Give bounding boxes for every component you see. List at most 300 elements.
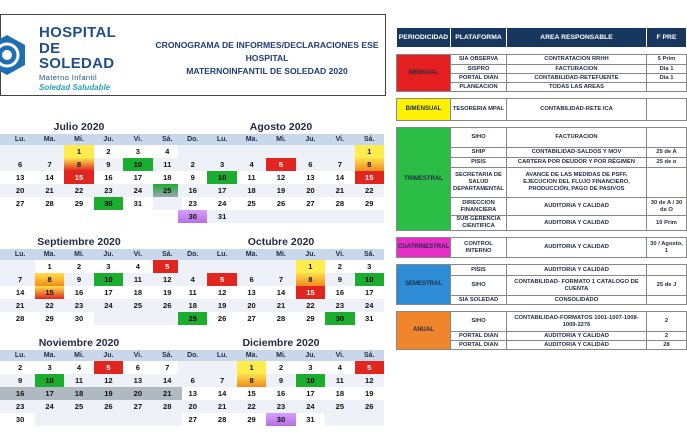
calendar-day: 2	[76, 262, 82, 271]
area-cell: CONTABILIDAD-FORMATOS 1001-1007-1008-1009-2276	[507, 312, 647, 332]
calendar-month	[0, 336, 182, 426]
date-cell	[647, 99, 687, 121]
platform-cell: SHIP	[451, 148, 507, 158]
calendar-day: 16	[335, 288, 345, 297]
schedule-header-row	[397, 28, 687, 48]
calendar-day: 23	[188, 199, 197, 208]
calendar-day: 17	[207, 184, 236, 197]
schedule-table	[396, 27, 687, 350]
table-row	[397, 55, 687, 65]
weekday-header: Ju.	[94, 134, 123, 145]
calendar-month	[178, 336, 384, 426]
calendar-day: 16	[178, 184, 207, 197]
calendar-day: 24	[94, 299, 123, 312]
calendar-grid	[178, 134, 384, 223]
calendar-day	[178, 361, 207, 374]
weekday-header: Ju.	[94, 249, 123, 260]
date-cell: 2	[647, 332, 687, 341]
calendar-day: 18	[178, 299, 207, 312]
weekday-header: Do.	[178, 134, 207, 145]
calendar-day	[296, 210, 325, 223]
calendar-month	[178, 120, 384, 223]
period-cell: CUATRIMESTRAL	[397, 238, 451, 258]
calendar-day: 20	[5, 184, 34, 197]
calendar-day: 25	[123, 299, 152, 312]
calendar-day: 4	[135, 262, 140, 271]
calendar-day	[237, 260, 266, 273]
calendar-day: 17	[365, 288, 374, 297]
platform-cell: DIRECCION FINANCIERA	[451, 198, 507, 216]
date-cell	[647, 128, 687, 148]
calendar-day: 9	[5, 374, 34, 387]
weekday-header: Do.	[178, 350, 207, 361]
calendar-day: 16	[276, 389, 286, 398]
calendar-day: 24	[296, 400, 325, 413]
calendar-day: 18	[163, 173, 172, 182]
area-cell: CONTABILIDAD-RETE ICA	[507, 99, 647, 121]
weekday-header: Vi.	[325, 249, 354, 260]
calendar-day: 25	[325, 400, 354, 413]
weekday-header: Vi.	[123, 249, 152, 260]
calendar-day	[237, 145, 266, 158]
calendar-day: 27	[123, 400, 152, 413]
area-cell: AUDITORIA Y CALIDAD	[507, 332, 647, 341]
calendar-day: 8	[237, 374, 266, 387]
weekday-header: Ju.	[296, 350, 325, 361]
weekday-header: Ma.	[237, 249, 266, 260]
calendar-day: 23	[325, 299, 354, 312]
calendar-day: 24	[123, 184, 152, 197]
platform-cell: TESORERIA MPAL	[451, 99, 507, 121]
weekday-header: Sá.	[153, 134, 182, 145]
calendar-day: 26	[276, 199, 286, 208]
title-line2: MATERNOINFANTIL DE SOLEDAD 2020	[186, 66, 348, 76]
calendar-day: 17	[104, 288, 113, 297]
calendar-day	[237, 210, 266, 223]
period-cell: TRIMESTRAL	[397, 128, 451, 231]
calendar-day: 2	[106, 147, 111, 156]
weekday-header: Lu.	[5, 134, 34, 145]
date-cell: Dia 1	[647, 65, 687, 74]
calendar-day: 30	[266, 413, 295, 426]
table-row	[397, 265, 687, 276]
calendar-day	[266, 145, 295, 158]
date-cell: 5 Prim	[647, 55, 687, 65]
weekday-header: Lu.	[207, 350, 236, 361]
calendar-day: 9	[266, 374, 295, 387]
calendar-day: 6	[135, 363, 140, 372]
table-row	[397, 128, 687, 148]
calendar-day: 20	[237, 299, 266, 312]
calendar-day: 1	[64, 145, 93, 158]
calendar-title: Diciembre 2020	[242, 337, 320, 349]
calendar-day	[5, 145, 34, 158]
calendar-day: 26	[217, 314, 227, 323]
calendar-day: 29	[306, 314, 315, 323]
calendar-day: 15	[64, 171, 93, 184]
calendar-day: 20	[123, 387, 152, 400]
calendar-grid	[0, 350, 182, 426]
area-cell: CONTABILIDAD- FORMATO 1 CATALOGO DE CUENTA	[507, 276, 647, 296]
calendar-day: 28	[45, 199, 54, 208]
calendar-day	[207, 260, 236, 273]
platform-cell: PORTAL DIAN	[451, 74, 507, 83]
calendar-day: 7	[165, 363, 170, 372]
calendar-grid	[0, 134, 182, 210]
calendar-day: 15	[355, 171, 384, 184]
calendar-day: 11	[64, 374, 93, 387]
calendar-day: 25	[64, 400, 93, 413]
calendar-day: 8	[64, 158, 93, 171]
platform-cell: SIHO	[451, 276, 507, 296]
calendar-day: 9	[64, 273, 93, 286]
calendar-day: 14	[217, 389, 227, 398]
calendar-day: 7	[207, 374, 236, 387]
calendar-day: 10	[296, 374, 325, 387]
weekday-header: Lu.	[5, 249, 34, 260]
area-cell: AUDITORIA Y CALIDAD	[507, 216, 647, 231]
weekday-header: Sá.	[355, 350, 384, 361]
calendar-month	[0, 120, 182, 210]
weekday-header: Lu.	[5, 350, 34, 361]
calendar-title: Septiembre 2020	[37, 236, 121, 248]
calendar-day	[94, 312, 123, 325]
hospital-logo-icon	[0, 33, 27, 77]
calendar-title: Noviembre 2020	[38, 337, 120, 349]
calendar-day: 3	[207, 158, 236, 171]
calendar-day: 29	[45, 314, 54, 323]
calendar-day: 1	[47, 262, 52, 271]
calendar-day: 25	[153, 184, 182, 197]
calendar-month	[0, 235, 182, 325]
calendar-day: 6	[237, 273, 266, 286]
weekday-header: Lu.	[207, 134, 236, 145]
calendar-day: 19	[207, 299, 236, 312]
calendar-day: 16	[74, 288, 84, 297]
calendar-day: 3	[308, 363, 313, 372]
calendar-day	[5, 260, 34, 273]
platform-cell: SECRETARIA DE SALUD DEPARTAMENTAL	[451, 168, 507, 198]
platform-cell: PLANEACION	[451, 83, 507, 92]
calendar-day: 11	[325, 374, 354, 387]
weekday-header: Mi.	[266, 249, 295, 260]
calendar-day: 20	[296, 184, 325, 197]
calendar-grid	[178, 350, 384, 426]
platform-cell: SISPRO	[451, 65, 507, 74]
calendar-day: 11	[247, 173, 256, 182]
calendar-day: 24	[217, 199, 227, 208]
calendar-day: 29	[247, 415, 256, 424]
calendar-day: 22	[35, 299, 64, 312]
calendar-day: 3	[367, 262, 372, 271]
area-cell: CARTERA POR DEUDOR Y POR RÉGIMEN	[507, 158, 647, 168]
calendar-day	[325, 413, 354, 426]
date-cell	[647, 168, 687, 198]
calendar-day	[178, 145, 207, 158]
calendar-day: 25	[178, 312, 207, 325]
platform-cell: CONTROL INTERNO	[451, 238, 507, 258]
calendar-day: 6	[178, 374, 207, 387]
calendar-day: 12	[276, 173, 286, 182]
calendar-day: 2	[278, 363, 284, 372]
area-cell: FACTURACION	[507, 65, 647, 74]
calendar-day: 30	[94, 197, 123, 210]
calendar-day: 18	[335, 389, 345, 398]
area-cell: AUDITORIA Y CALIDAD	[507, 341, 647, 350]
calendar-day: 14	[276, 288, 286, 297]
calendar-day: 15	[35, 286, 64, 299]
calendar-day: 15	[247, 389, 256, 398]
table-row	[397, 312, 687, 332]
calendar-day: 8	[355, 158, 384, 171]
calendar-day: 19	[163, 288, 172, 297]
platform-cell: SIA SOLEDAD	[451, 296, 507, 305]
date-cell: 30 / Agosto, 1	[647, 238, 687, 258]
weekday-header: Ma.	[35, 350, 64, 361]
calendar-day: 12	[94, 374, 123, 387]
logo-subtitle: Materno Infantil	[39, 73, 98, 82]
logo-line2: DE SOLEDAD	[39, 40, 115, 72]
calendar-day: 24	[355, 299, 384, 312]
platform-cell: SIHO	[451, 312, 507, 332]
weekday-header: Sá.	[153, 350, 182, 361]
weekday-header: Ju.	[296, 249, 325, 260]
area-cell: AVANCE DE LAS MEDIDAS DE PSFF, EJECUCION DEL FLUJO FINANCIERO, PRODUCCIÓN, PAGO DE PASIVOS	[507, 168, 647, 198]
area-cell: AUDITORIA Y CALIDAD	[507, 238, 647, 258]
weekday-header: Mi.	[64, 249, 93, 260]
date-cell	[647, 83, 687, 92]
calendar-day: 27	[306, 199, 315, 208]
calendar-day: 15	[296, 286, 325, 299]
calendar-day: 13	[247, 288, 256, 297]
logo-line1: HOSPITAL	[39, 24, 117, 41]
calendar-day: 14	[45, 173, 54, 182]
calendar-day: 6	[5, 158, 34, 171]
calendar-day: 31	[207, 210, 236, 223]
page-title	[149, 39, 385, 78]
calendar-day: 19	[94, 387, 123, 400]
calendar-day	[35, 413, 64, 426]
calendar-day: 24	[35, 400, 64, 413]
calendar-day: 14	[15, 288, 25, 297]
platform-cell: PISIS	[451, 158, 507, 168]
platform-cell: PORTAL DIAN	[451, 341, 507, 350]
calendar-day: 19	[365, 389, 374, 398]
weekday-header: Vi.	[325, 134, 354, 145]
platform-cell: SIA OBSERVA	[451, 55, 507, 65]
weekday-header: Sá.	[355, 249, 384, 260]
calendar-day: 22	[296, 299, 325, 312]
weekday-header: Vi.	[325, 350, 354, 361]
calendar-day: 17	[306, 389, 315, 398]
calendar-day: 21	[325, 184, 354, 197]
calendar-day: 21	[5, 299, 34, 312]
calendar-day: 9	[94, 158, 123, 171]
calendar-day: 18	[64, 387, 93, 400]
column-header: F PRE	[647, 28, 687, 48]
weekday-header: Mi.	[266, 350, 295, 361]
calendar-day: 28	[153, 400, 182, 413]
calendar-day: 16	[5, 387, 34, 400]
calendar-day: 4	[76, 363, 82, 372]
calendar-day	[123, 413, 152, 426]
calendar-day: 5	[153, 260, 182, 273]
calendar-grid	[178, 249, 384, 325]
calendar-day: 2	[18, 363, 23, 372]
calendar-day: 17	[133, 173, 143, 182]
area-cell: CONTABILIDAD-RETEFUENTE	[507, 74, 647, 83]
date-cell	[647, 296, 687, 305]
calendar-day: 13	[15, 173, 25, 182]
calendar-day: 23	[64, 299, 93, 312]
calendar-day: 26	[153, 299, 182, 312]
weekday-header: Sá.	[153, 249, 182, 260]
weekday-header: Do.	[178, 249, 207, 260]
calendar-day	[94, 413, 123, 426]
date-cell	[647, 265, 687, 276]
calendar-day	[266, 260, 295, 273]
calendar-day: 30	[15, 415, 25, 424]
calendar-day: 31	[365, 314, 374, 323]
weekday-header: Ma.	[35, 249, 64, 260]
calendar-day: 27	[247, 314, 256, 323]
calendar-day: 3	[135, 147, 140, 156]
calendar-day: 23	[94, 184, 123, 197]
calendar-day: 11	[153, 158, 182, 171]
table-row	[397, 99, 687, 121]
calendar-day: 5	[355, 361, 384, 374]
weekday-header: Ma.	[237, 350, 266, 361]
calendar-day: 22	[237, 400, 266, 413]
calendar-day: 21	[35, 184, 64, 197]
platform-cell: SIHO	[451, 128, 507, 148]
weekday-header: Vi.	[123, 350, 152, 361]
calendar-day: 4	[337, 363, 342, 372]
weekday-header: Lu.	[207, 249, 236, 260]
calendar-day: 8	[296, 273, 325, 286]
calendar-day: 23	[266, 400, 295, 413]
calendar-day: 11	[123, 273, 152, 286]
weekday-header: Ma.	[35, 134, 64, 145]
calendar-grid	[0, 249, 182, 325]
calendar-day: 21	[207, 400, 236, 413]
calendar-day: 12	[153, 273, 182, 286]
weekday-header: Sá.	[355, 134, 384, 145]
weekday-header: Ju.	[296, 134, 325, 145]
calendar-month	[178, 235, 384, 325]
platform-cell: SUB GERENCIA CIENTIFICA	[451, 216, 507, 231]
area-cell: AUDITORIA Y CALIDAD	[507, 265, 647, 276]
calendar-day: 28	[15, 314, 25, 323]
report-header	[0, 14, 386, 96]
calendar-day: 20	[178, 400, 207, 413]
calendar-day: 1	[355, 145, 384, 158]
calendar-day: 2	[178, 158, 207, 171]
calendar-day: 10	[94, 273, 123, 286]
calendar-day: 4	[165, 147, 170, 156]
date-cell: 25 de J	[647, 276, 687, 296]
calendar-day: 27	[188, 415, 197, 424]
platform-cell: PORTAL DIAN	[451, 332, 507, 341]
calendar-day: 30	[325, 312, 354, 325]
calendar-day: 22	[64, 184, 93, 197]
calendar-day: 3	[47, 363, 52, 372]
period-cell: SEMESTRAL	[397, 265, 451, 305]
calendar-day: 7	[35, 158, 64, 171]
calendar-day: 19	[266, 184, 295, 197]
calendar-day	[266, 210, 295, 223]
weekday-header: Ju.	[94, 350, 123, 361]
calendar-day: 31	[133, 199, 143, 208]
calendar-day: 13	[123, 374, 152, 387]
date-cell: 25 de A	[647, 148, 687, 158]
calendar-day: 30	[74, 314, 84, 323]
column-header: PERIODICIDAD	[397, 28, 451, 48]
calendar-day: 10	[207, 171, 236, 184]
calendar-day: 7	[5, 273, 34, 286]
calendar-day: 30	[178, 210, 207, 223]
area-cell: CONTRATACION RRHH	[507, 55, 647, 65]
calendar-day: 31	[306, 415, 315, 424]
calendar-day: 9	[190, 173, 195, 182]
calendar-day: 13	[188, 389, 197, 398]
calendar-day	[35, 145, 64, 158]
calendar-day: 8	[35, 273, 64, 286]
calendar-day: 5	[266, 158, 295, 171]
calendar-day: 18	[133, 288, 143, 297]
area-cell: CONTABILIDAD-SALDOS Y MOV	[507, 148, 647, 158]
date-cell: 2	[647, 312, 687, 332]
calendar-day: 17	[35, 387, 64, 400]
calendar-day	[296, 145, 325, 158]
calendar-day: 3	[106, 262, 111, 271]
calendar-day	[325, 145, 354, 158]
calendar-day	[64, 413, 93, 426]
area-cell: CONSOLIDADO	[507, 296, 647, 305]
calendar-day: 29	[74, 199, 84, 208]
date-cell: Dia 1	[647, 74, 687, 83]
title-line1: CRONOGRAMA DE INFORMES/DECLARACIONES ESE HOSPITAL	[155, 40, 379, 63]
calendar-day: 26	[355, 400, 384, 413]
calendar-day	[207, 361, 236, 374]
calendar-title: Julio 2020	[53, 121, 105, 133]
column-header: AREA RESPONSABLE	[507, 28, 647, 48]
calendar-day: 21	[153, 387, 182, 400]
weekday-header: Ma.	[237, 134, 266, 145]
calendar-day: 16	[104, 173, 113, 182]
calendar-day: 12	[355, 374, 384, 387]
calendar-day: 28	[335, 199, 345, 208]
calendar-day: 26	[94, 400, 123, 413]
weekday-header: Vi.	[123, 134, 152, 145]
calendar-day: 4	[237, 158, 266, 171]
calendar-day: 23	[5, 400, 34, 413]
calendar-day: 12	[217, 288, 227, 297]
calendar-day: 14	[153, 374, 182, 387]
date-cell: 10 Prim	[647, 216, 687, 231]
area-cell: FACTURACION	[507, 128, 647, 148]
calendar-day	[325, 210, 354, 223]
calendar-day: 9	[325, 273, 354, 286]
calendar-day: 13	[306, 173, 315, 182]
calendar-day: 25	[247, 199, 256, 208]
calendar-day: 10	[123, 158, 152, 171]
calendar-day: 29	[365, 199, 374, 208]
date-cell: 30 de A / 30 de O	[647, 198, 687, 216]
calendar-day: 28	[217, 415, 227, 424]
calendar-day: 5	[94, 361, 123, 374]
calendar-day: 5	[207, 273, 236, 286]
